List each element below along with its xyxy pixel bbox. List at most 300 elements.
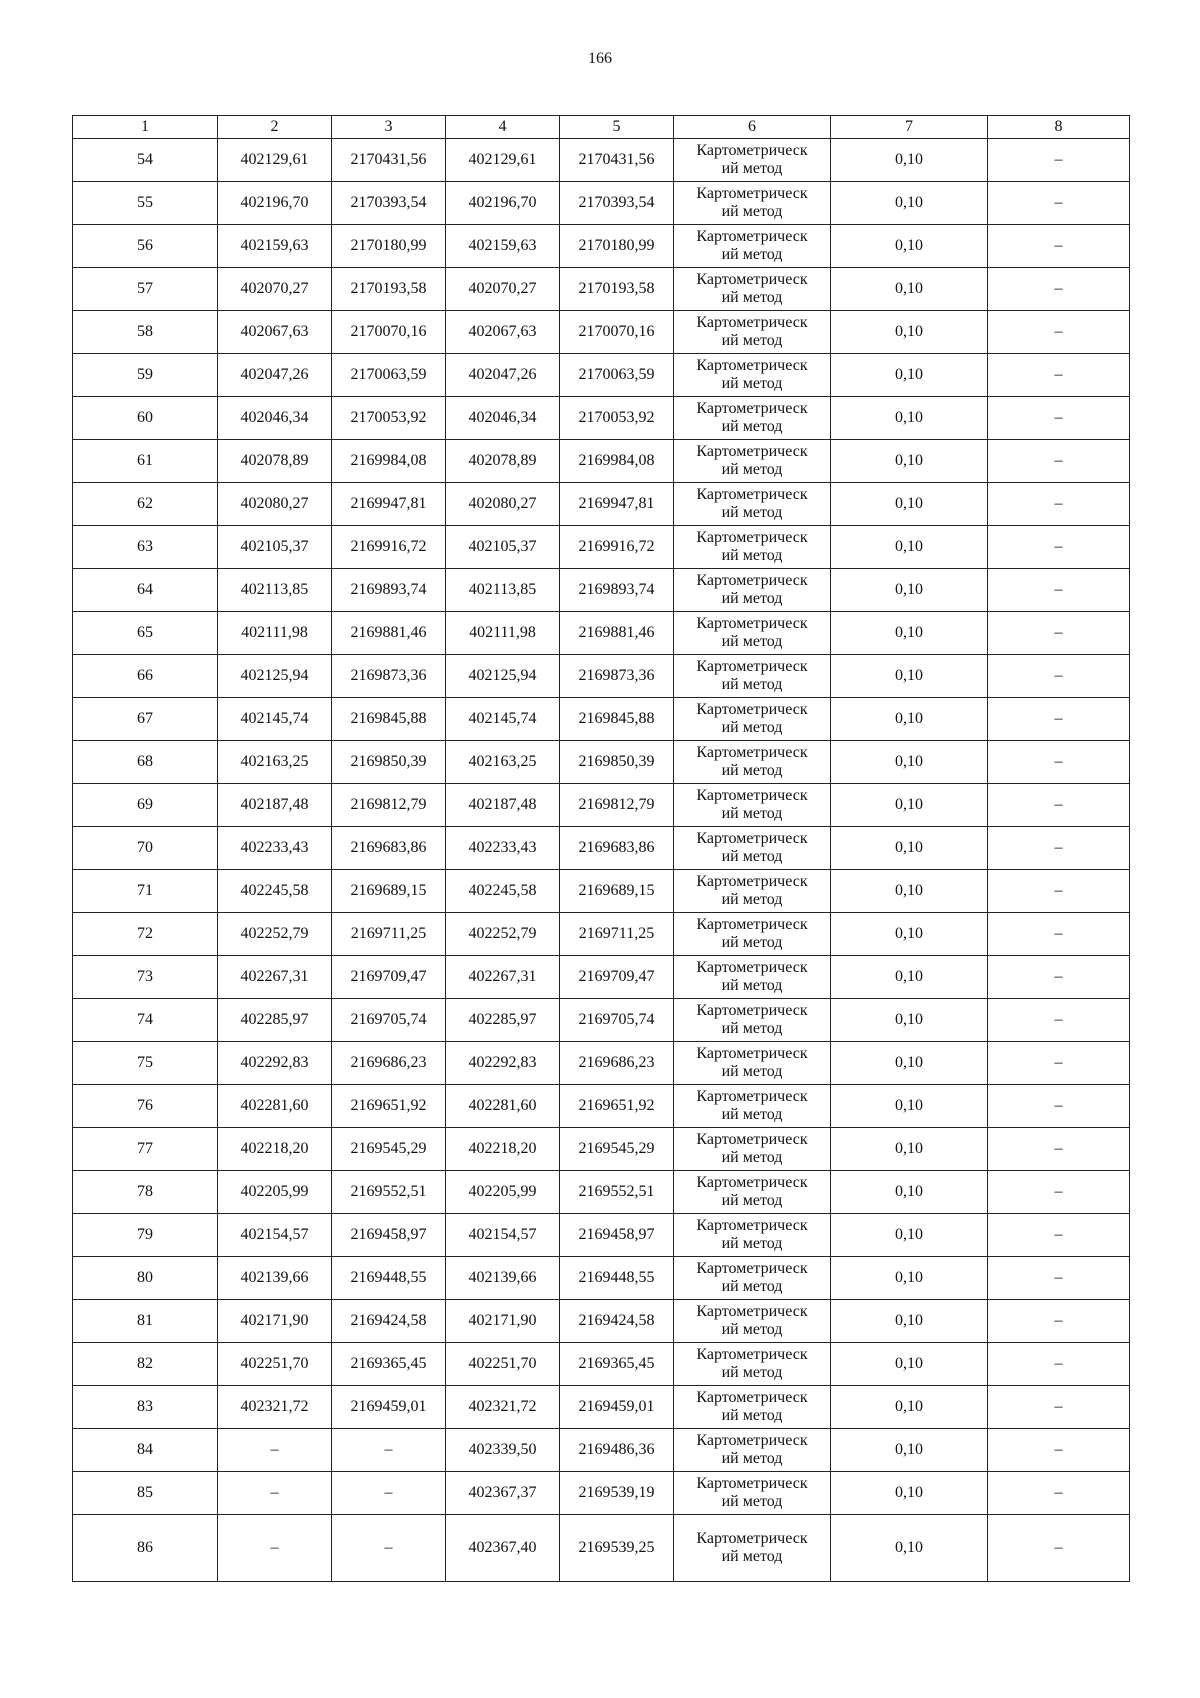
- note-cell: –: [988, 956, 1130, 999]
- accuracy-cell: 0,10: [831, 397, 988, 440]
- method-cell: Картометрическ ий метод: [674, 311, 831, 354]
- y-old-cell: 2169448,55: [332, 1257, 446, 1300]
- point-number-cell: 56: [73, 225, 218, 268]
- x-new-cell: 402139,66: [446, 1257, 560, 1300]
- column-header: 3: [332, 116, 446, 139]
- x-old-cell: 402281,60: [218, 1085, 332, 1128]
- note-cell: –: [988, 569, 1130, 612]
- table-row: [73, 440, 1130, 483]
- x-old-cell: 402111,98: [218, 612, 332, 655]
- x-old-cell: 402285,97: [218, 999, 332, 1042]
- point-number-cell: 65: [73, 612, 218, 655]
- y-new-cell: 2169539,19: [560, 1472, 674, 1515]
- table-header-row: [73, 116, 1130, 139]
- table-row: [73, 1042, 1130, 1085]
- accuracy-cell: 0,10: [831, 1257, 988, 1300]
- accuracy-cell: 0,10: [831, 1214, 988, 1257]
- y-old-cell: 2169552,51: [332, 1171, 446, 1214]
- note-cell: –: [988, 1386, 1130, 1429]
- y-old-cell: –: [332, 1515, 446, 1582]
- y-new-cell: 2170393,54: [560, 182, 674, 225]
- point-number-cell: 69: [73, 784, 218, 827]
- accuracy-cell: 0,10: [831, 784, 988, 827]
- y-new-cell: 2169881,46: [560, 612, 674, 655]
- note-cell: –: [988, 1300, 1130, 1343]
- method-cell: Картометрическ ий метод: [674, 1429, 831, 1472]
- y-new-cell: 2169893,74: [560, 569, 674, 612]
- y-new-cell: 2170053,92: [560, 397, 674, 440]
- x-new-cell: 402047,26: [446, 354, 560, 397]
- y-new-cell: 2169424,58: [560, 1300, 674, 1343]
- method-cell: Картометрическ ий метод: [674, 784, 831, 827]
- y-new-cell: 2169458,97: [560, 1214, 674, 1257]
- point-number-cell: 75: [73, 1042, 218, 1085]
- y-new-cell: 2169947,81: [560, 483, 674, 526]
- note-cell: –: [988, 870, 1130, 913]
- x-new-cell: 402145,74: [446, 698, 560, 741]
- y-old-cell: –: [332, 1429, 446, 1472]
- accuracy-cell: 0,10: [831, 182, 988, 225]
- y-new-cell: 2169651,92: [560, 1085, 674, 1128]
- point-number-cell: 67: [73, 698, 218, 741]
- x-new-cell: 402196,70: [446, 182, 560, 225]
- x-old-cell: 402113,85: [218, 569, 332, 612]
- note-cell: –: [988, 139, 1130, 182]
- method-cell: Картометрическ ий метод: [674, 913, 831, 956]
- x-old-cell: 402252,79: [218, 913, 332, 956]
- y-new-cell: 2169545,29: [560, 1128, 674, 1171]
- method-cell: Картометрическ ий метод: [674, 1042, 831, 1085]
- y-new-cell: 2169552,51: [560, 1171, 674, 1214]
- x-new-cell: 402285,97: [446, 999, 560, 1042]
- note-cell: –: [988, 1515, 1130, 1582]
- x-old-cell: 402171,90: [218, 1300, 332, 1343]
- table-row: [73, 569, 1130, 612]
- y-new-cell: 2169539,25: [560, 1515, 674, 1582]
- accuracy-cell: 0,10: [831, 1300, 988, 1343]
- x-old-cell: 402139,66: [218, 1257, 332, 1300]
- table-row: [73, 1515, 1130, 1582]
- page-number: 166: [588, 50, 612, 67]
- x-new-cell: 402339,50: [446, 1429, 560, 1472]
- x-old-cell: –: [218, 1472, 332, 1515]
- table-row: [73, 1128, 1130, 1171]
- note-cell: –: [988, 1472, 1130, 1515]
- method-cell: Картометрическ ий метод: [674, 1386, 831, 1429]
- y-new-cell: 2169845,88: [560, 698, 674, 741]
- x-new-cell: 402105,37: [446, 526, 560, 569]
- point-number-cell: 76: [73, 1085, 218, 1128]
- y-new-cell: 2169689,15: [560, 870, 674, 913]
- point-number-cell: 61: [73, 440, 218, 483]
- x-old-cell: 402205,99: [218, 1171, 332, 1214]
- accuracy-cell: 0,10: [831, 1042, 988, 1085]
- table-row: [73, 913, 1130, 956]
- point-number-cell: 68: [73, 741, 218, 784]
- point-number-cell: 84: [73, 1429, 218, 1472]
- method-cell: Картометрическ ий метод: [674, 956, 831, 999]
- table-row: [73, 1257, 1130, 1300]
- method-cell: Картометрическ ий метод: [674, 354, 831, 397]
- coordinates-table: [72, 115, 1130, 1582]
- note-cell: –: [988, 311, 1130, 354]
- accuracy-cell: 0,10: [831, 225, 988, 268]
- y-old-cell: 2169711,25: [332, 913, 446, 956]
- accuracy-cell: 0,10: [831, 440, 988, 483]
- note-cell: –: [988, 225, 1130, 268]
- x-old-cell: –: [218, 1515, 332, 1582]
- method-cell: Картометрическ ий метод: [674, 182, 831, 225]
- y-new-cell: 2169448,55: [560, 1257, 674, 1300]
- x-new-cell: 402080,27: [446, 483, 560, 526]
- x-old-cell: 402080,27: [218, 483, 332, 526]
- y-old-cell: 2169881,46: [332, 612, 446, 655]
- x-old-cell: 402047,26: [218, 354, 332, 397]
- y-old-cell: 2169893,74: [332, 569, 446, 612]
- table-row: [73, 1085, 1130, 1128]
- x-old-cell: 402233,43: [218, 827, 332, 870]
- y-old-cell: 2169812,79: [332, 784, 446, 827]
- y-new-cell: 2169683,86: [560, 827, 674, 870]
- accuracy-cell: 0,10: [831, 1429, 988, 1472]
- y-old-cell: 2170180,99: [332, 225, 446, 268]
- accuracy-cell: 0,10: [831, 612, 988, 655]
- point-number-cell: 77: [73, 1128, 218, 1171]
- note-cell: –: [988, 655, 1130, 698]
- y-new-cell: 2169812,79: [560, 784, 674, 827]
- method-cell: Картометрическ ий метод: [674, 1214, 831, 1257]
- y-old-cell: 2170393,54: [332, 182, 446, 225]
- x-new-cell: 402321,72: [446, 1386, 560, 1429]
- table-row: [73, 483, 1130, 526]
- table-row: [73, 1472, 1130, 1515]
- x-old-cell: 402321,72: [218, 1386, 332, 1429]
- x-new-cell: 402367,37: [446, 1472, 560, 1515]
- y-new-cell: 2169709,47: [560, 956, 674, 999]
- x-new-cell: 402205,99: [446, 1171, 560, 1214]
- accuracy-cell: 0,10: [831, 1085, 988, 1128]
- accuracy-cell: 0,10: [831, 999, 988, 1042]
- note-cell: –: [988, 612, 1130, 655]
- y-new-cell: 2169711,25: [560, 913, 674, 956]
- point-number-cell: 78: [73, 1171, 218, 1214]
- y-new-cell: 2169850,39: [560, 741, 674, 784]
- x-new-cell: 402113,85: [446, 569, 560, 612]
- column-header: 4: [446, 116, 560, 139]
- y-new-cell: 2169459,01: [560, 1386, 674, 1429]
- accuracy-cell: 0,10: [831, 311, 988, 354]
- method-cell: Картометрическ ий метод: [674, 1515, 831, 1582]
- x-old-cell: 402218,20: [218, 1128, 332, 1171]
- column-header: 6: [674, 116, 831, 139]
- y-old-cell: 2169458,97: [332, 1214, 446, 1257]
- table-row: [73, 311, 1130, 354]
- column-header: 2: [218, 116, 332, 139]
- note-cell: –: [988, 483, 1130, 526]
- method-cell: Картометрическ ий метод: [674, 1085, 831, 1128]
- note-cell: –: [988, 182, 1130, 225]
- note-cell: –: [988, 698, 1130, 741]
- x-old-cell: 402105,37: [218, 526, 332, 569]
- x-new-cell: 402125,94: [446, 655, 560, 698]
- note-cell: –: [988, 526, 1130, 569]
- point-number-cell: 81: [73, 1300, 218, 1343]
- table-row: [73, 1214, 1130, 1257]
- accuracy-cell: 0,10: [831, 956, 988, 999]
- method-cell: Картометрическ ий метод: [674, 655, 831, 698]
- method-cell: Картометрическ ий метод: [674, 1343, 831, 1386]
- point-number-cell: 85: [73, 1472, 218, 1515]
- point-number-cell: 79: [73, 1214, 218, 1257]
- column-header: 1: [73, 116, 218, 139]
- point-number-cell: 73: [73, 956, 218, 999]
- x-old-cell: 402154,57: [218, 1214, 332, 1257]
- x-old-cell: –: [218, 1429, 332, 1472]
- accuracy-cell: 0,10: [831, 870, 988, 913]
- column-header: 7: [831, 116, 988, 139]
- y-new-cell: 2170070,16: [560, 311, 674, 354]
- y-old-cell: 2169947,81: [332, 483, 446, 526]
- table-row: [73, 182, 1130, 225]
- point-number-cell: 82: [73, 1343, 218, 1386]
- point-number-cell: 59: [73, 354, 218, 397]
- y-new-cell: 2169365,45: [560, 1343, 674, 1386]
- x-new-cell: 402292,83: [446, 1042, 560, 1085]
- method-cell: Картометрическ ий метод: [674, 397, 831, 440]
- point-number-cell: 55: [73, 182, 218, 225]
- y-old-cell: 2169705,74: [332, 999, 446, 1042]
- method-cell: Картометрическ ий метод: [674, 139, 831, 182]
- point-number-cell: 86: [73, 1515, 218, 1582]
- method-cell: Картометрическ ий метод: [674, 1472, 831, 1515]
- y-old-cell: –: [332, 1472, 446, 1515]
- note-cell: –: [988, 268, 1130, 311]
- point-number-cell: 60: [73, 397, 218, 440]
- table-row: [73, 612, 1130, 655]
- x-new-cell: 402251,70: [446, 1343, 560, 1386]
- note-cell: –: [988, 354, 1130, 397]
- x-new-cell: 402129,61: [446, 139, 560, 182]
- accuracy-cell: 0,10: [831, 268, 988, 311]
- accuracy-cell: 0,10: [831, 1515, 988, 1582]
- note-cell: –: [988, 1257, 1130, 1300]
- method-cell: Картометрическ ий метод: [674, 268, 831, 311]
- y-old-cell: 2169689,15: [332, 870, 446, 913]
- method-cell: Картометрическ ий метод: [674, 225, 831, 268]
- x-old-cell: 402251,70: [218, 1343, 332, 1386]
- table-row: [73, 354, 1130, 397]
- method-cell: Картометрическ ий метод: [674, 1128, 831, 1171]
- x-new-cell: 402233,43: [446, 827, 560, 870]
- x-new-cell: 402267,31: [446, 956, 560, 999]
- note-cell: –: [988, 741, 1130, 784]
- table-row: [73, 1300, 1130, 1343]
- note-cell: –: [988, 1171, 1130, 1214]
- accuracy-cell: 0,10: [831, 1343, 988, 1386]
- y-old-cell: 2169686,23: [332, 1042, 446, 1085]
- method-cell: Картометрическ ий метод: [674, 569, 831, 612]
- y-new-cell: 2169916,72: [560, 526, 674, 569]
- method-cell: Картометрическ ий метод: [674, 827, 831, 870]
- table-row: [73, 827, 1130, 870]
- y-old-cell: 2169424,58: [332, 1300, 446, 1343]
- point-number-cell: 57: [73, 268, 218, 311]
- x-new-cell: 402367,40: [446, 1515, 560, 1582]
- y-old-cell: 2170053,92: [332, 397, 446, 440]
- method-cell: Картометрическ ий метод: [674, 1257, 831, 1300]
- y-old-cell: 2169545,29: [332, 1128, 446, 1171]
- y-new-cell: 2169873,36: [560, 655, 674, 698]
- accuracy-cell: 0,10: [831, 827, 988, 870]
- method-cell: Картометрическ ий метод: [674, 741, 831, 784]
- y-new-cell: 2170180,99: [560, 225, 674, 268]
- method-cell: Картометрическ ий метод: [674, 698, 831, 741]
- accuracy-cell: 0,10: [831, 1472, 988, 1515]
- table-row: [73, 870, 1130, 913]
- accuracy-cell: 0,10: [831, 139, 988, 182]
- table-body: [73, 139, 1130, 1582]
- table-row: [73, 225, 1130, 268]
- table-row: [73, 655, 1130, 698]
- column-header: 5: [560, 116, 674, 139]
- x-new-cell: 402187,48: [446, 784, 560, 827]
- x-old-cell: 402129,61: [218, 139, 332, 182]
- point-number-cell: 66: [73, 655, 218, 698]
- point-number-cell: 74: [73, 999, 218, 1042]
- note-cell: –: [988, 440, 1130, 483]
- x-old-cell: 402046,34: [218, 397, 332, 440]
- y-new-cell: 2169686,23: [560, 1042, 674, 1085]
- note-cell: –: [988, 1343, 1130, 1386]
- y-new-cell: 2169486,36: [560, 1429, 674, 1472]
- table-row: [73, 784, 1130, 827]
- accuracy-cell: 0,10: [831, 526, 988, 569]
- x-new-cell: 402171,90: [446, 1300, 560, 1343]
- accuracy-cell: 0,10: [831, 354, 988, 397]
- note-cell: –: [988, 1429, 1130, 1472]
- point-number-cell: 70: [73, 827, 218, 870]
- x-new-cell: 402159,63: [446, 225, 560, 268]
- x-old-cell: 402292,83: [218, 1042, 332, 1085]
- accuracy-cell: 0,10: [831, 483, 988, 526]
- y-old-cell: 2169651,92: [332, 1085, 446, 1128]
- method-cell: Картометрическ ий метод: [674, 612, 831, 655]
- note-cell: –: [988, 827, 1130, 870]
- x-old-cell: 402245,58: [218, 870, 332, 913]
- table-row: [73, 268, 1130, 311]
- table-row: [73, 1171, 1130, 1214]
- table-row: [73, 397, 1130, 440]
- y-new-cell: 2169705,74: [560, 999, 674, 1042]
- table-row: [73, 1386, 1130, 1429]
- y-old-cell: 2169845,88: [332, 698, 446, 741]
- note-cell: –: [988, 784, 1130, 827]
- accuracy-cell: 0,10: [831, 741, 988, 784]
- y-new-cell: 2169984,08: [560, 440, 674, 483]
- x-new-cell: 402154,57: [446, 1214, 560, 1257]
- y-old-cell: 2169984,08: [332, 440, 446, 483]
- point-number-cell: 71: [73, 870, 218, 913]
- x-new-cell: 402252,79: [446, 913, 560, 956]
- y-old-cell: 2169916,72: [332, 526, 446, 569]
- method-cell: Картометрическ ий метод: [674, 440, 831, 483]
- table-row: [73, 1343, 1130, 1386]
- x-old-cell: 402125,94: [218, 655, 332, 698]
- column-header: 8: [988, 116, 1130, 139]
- x-old-cell: 402163,25: [218, 741, 332, 784]
- method-cell: Картометрическ ий метод: [674, 526, 831, 569]
- x-new-cell: 402163,25: [446, 741, 560, 784]
- y-old-cell: 2169365,45: [332, 1343, 446, 1386]
- point-number-cell: 58: [73, 311, 218, 354]
- y-old-cell: 2170063,59: [332, 354, 446, 397]
- y-old-cell: 2169683,86: [332, 827, 446, 870]
- point-number-cell: 62: [73, 483, 218, 526]
- table-row: [73, 956, 1130, 999]
- table-row: [73, 698, 1130, 741]
- y-old-cell: 2169459,01: [332, 1386, 446, 1429]
- x-new-cell: 402245,58: [446, 870, 560, 913]
- x-new-cell: 402218,20: [446, 1128, 560, 1171]
- accuracy-cell: 0,10: [831, 655, 988, 698]
- y-new-cell: 2170193,58: [560, 268, 674, 311]
- accuracy-cell: 0,10: [831, 569, 988, 612]
- method-cell: Картометрическ ий метод: [674, 483, 831, 526]
- table-row: [73, 139, 1130, 182]
- point-number-cell: 80: [73, 1257, 218, 1300]
- x-old-cell: 402067,63: [218, 311, 332, 354]
- accuracy-cell: 0,10: [831, 1171, 988, 1214]
- accuracy-cell: 0,10: [831, 913, 988, 956]
- x-new-cell: 402046,34: [446, 397, 560, 440]
- x-new-cell: 402281,60: [446, 1085, 560, 1128]
- accuracy-cell: 0,10: [831, 1386, 988, 1429]
- x-old-cell: 402145,74: [218, 698, 332, 741]
- y-old-cell: 2169850,39: [332, 741, 446, 784]
- point-number-cell: 54: [73, 139, 218, 182]
- accuracy-cell: 0,10: [831, 1128, 988, 1171]
- point-number-cell: 63: [73, 526, 218, 569]
- method-cell: Картометрическ ий метод: [674, 870, 831, 913]
- note-cell: –: [988, 1085, 1130, 1128]
- x-old-cell: 402267,31: [218, 956, 332, 999]
- note-cell: –: [988, 913, 1130, 956]
- y-old-cell: 2170070,16: [332, 311, 446, 354]
- y-old-cell: 2170193,58: [332, 268, 446, 311]
- point-number-cell: 64: [73, 569, 218, 612]
- x-old-cell: 402078,89: [218, 440, 332, 483]
- note-cell: –: [988, 1214, 1130, 1257]
- x-old-cell: 402187,48: [218, 784, 332, 827]
- x-new-cell: 402111,98: [446, 612, 560, 655]
- accuracy-cell: 0,10: [831, 698, 988, 741]
- x-old-cell: 402070,27: [218, 268, 332, 311]
- table-row: [73, 741, 1130, 784]
- point-number-cell: 83: [73, 1386, 218, 1429]
- y-old-cell: 2170431,56: [332, 139, 446, 182]
- note-cell: –: [988, 397, 1130, 440]
- table-row: [73, 526, 1130, 569]
- note-cell: –: [988, 1042, 1130, 1085]
- table-row: [73, 1429, 1130, 1472]
- method-cell: Картометрическ ий метод: [674, 1300, 831, 1343]
- y-new-cell: 2170431,56: [560, 139, 674, 182]
- x-old-cell: 402196,70: [218, 182, 332, 225]
- x-new-cell: 402067,63: [446, 311, 560, 354]
- y-new-cell: 2170063,59: [560, 354, 674, 397]
- x-new-cell: 402078,89: [446, 440, 560, 483]
- y-old-cell: 2169873,36: [332, 655, 446, 698]
